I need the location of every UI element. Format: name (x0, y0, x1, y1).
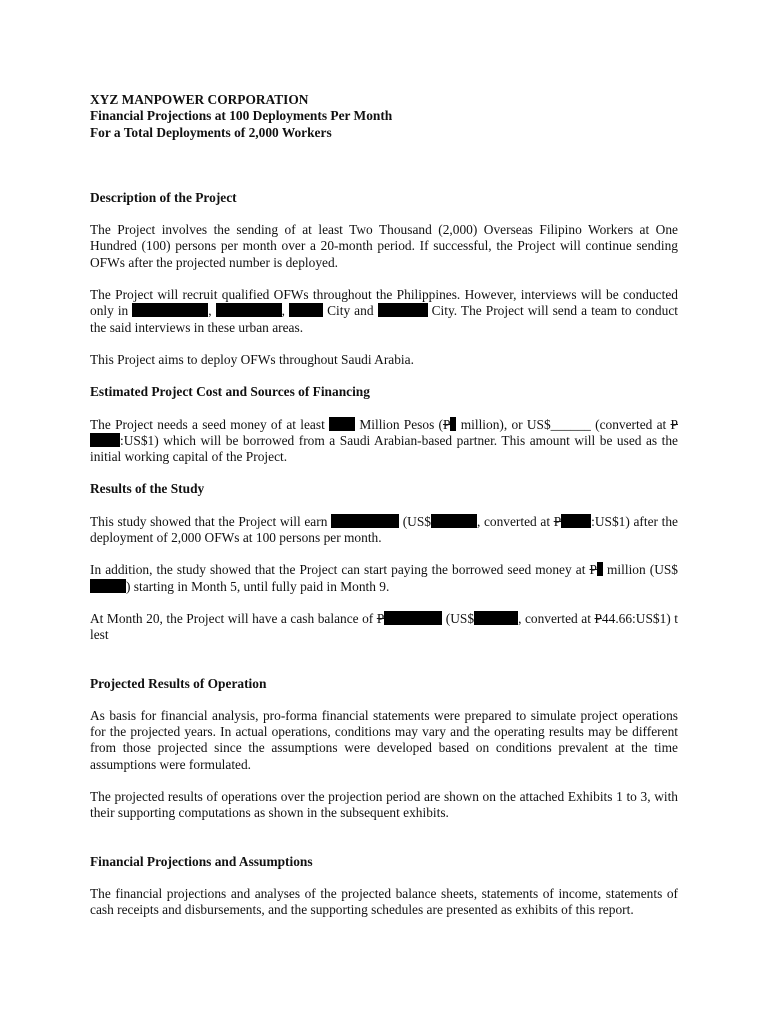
description-paragraph-3: This Project aims to deploy OFWs throughout Saudi Arabia. (90, 351, 414, 367)
redaction-box (132, 303, 208, 317)
redaction-box (597, 562, 603, 576)
redaction-box (378, 303, 428, 317)
redaction-box (474, 611, 518, 625)
results-paragraph-1: This study showed that the Project will earn (US$ , converted at P :US$1) after the deployment of 2,000 OFWs at 100 persons per month. (90, 513, 678, 546)
results-heading: Results of the Study (90, 481, 205, 497)
company-name: XYZ MANPOWER CORPORATION (90, 92, 309, 107)
redaction-box (90, 579, 126, 593)
assumptions-heading: Financial Projections and Assumptions (90, 853, 313, 869)
redaction-box (450, 417, 456, 431)
description-paragraph-2: The Project will recruit qualified OFWs throughout the Philippines. However, interviews will be conducted only in , , City and City. The Project will send a team to conduct the said interviews in these urban areas. (90, 287, 678, 335)
cost-heading: Estimated Project Cost and Sources of Financing (90, 384, 370, 400)
description-paragraph-1: The Project involves the sending of at least Two Thousand (2,000) Overseas Filipino Workers at One Hundred (100) persons per month over a 20-month period. If successful, the Project will continue sending OFWs after the projected number is deployed. (90, 222, 678, 270)
redaction-box (289, 303, 323, 317)
redaction-box (216, 303, 282, 317)
document-subtitle: For a Total Deployments of 2,000 Workers (90, 124, 332, 140)
redaction-box (384, 611, 442, 625)
operation-paragraph-2: The projected results of operations over the projection period are shown on the attached Exhibits 1 to 3, with their supporting computations as shown in the subsequent exhibits. (90, 789, 678, 821)
redaction-box (561, 514, 591, 528)
document-header (90, 92, 678, 141)
redaction-box (90, 433, 120, 447)
results-paragraph-2: In addition, the study showed that the Project can start paying the borrowed seed money at P million (US$) starting in Month 5, until fully paid in Month 9. (90, 562, 679, 594)
redaction-box (329, 417, 355, 431)
cost-paragraph: The Project needs a seed money of at least Million Pesos (P million), or US$______ (converted at P:US$1) which will be borrowed from a Saudi Arabian-based partner. This amount will be used as the initial working capital of the Project. (90, 416, 678, 465)
description-heading: Description of the Project (90, 189, 237, 205)
operation-paragraph-1: As basis for financial analysis, pro-forma financial statements were prepared to simulate project operations for the projected years. In actual operations, conditions may vary and the operating results may be different from those projected since the assumptions were developed based on conditions prevalent at the time assumptions were formulated. (90, 707, 678, 772)
redaction-box (431, 514, 477, 528)
document-page (90, 92, 678, 919)
redaction-box (331, 514, 399, 528)
operation-heading: Projected Results of Operation (90, 675, 267, 691)
assumptions-paragraph: The financial projections and analyses of the projected balance sheets, statements of income, statements of cash receipts and disbursements, and the supporting schedules are presented as exhibits of this report. (90, 885, 678, 918)
document-title: Financial Projections at 100 Deployments Per Month (90, 108, 393, 124)
results-paragraph-3: At Month 20, the Project will have a cash balance of P (US$ , converted at P44.66:US$1) t lest (90, 610, 678, 643)
